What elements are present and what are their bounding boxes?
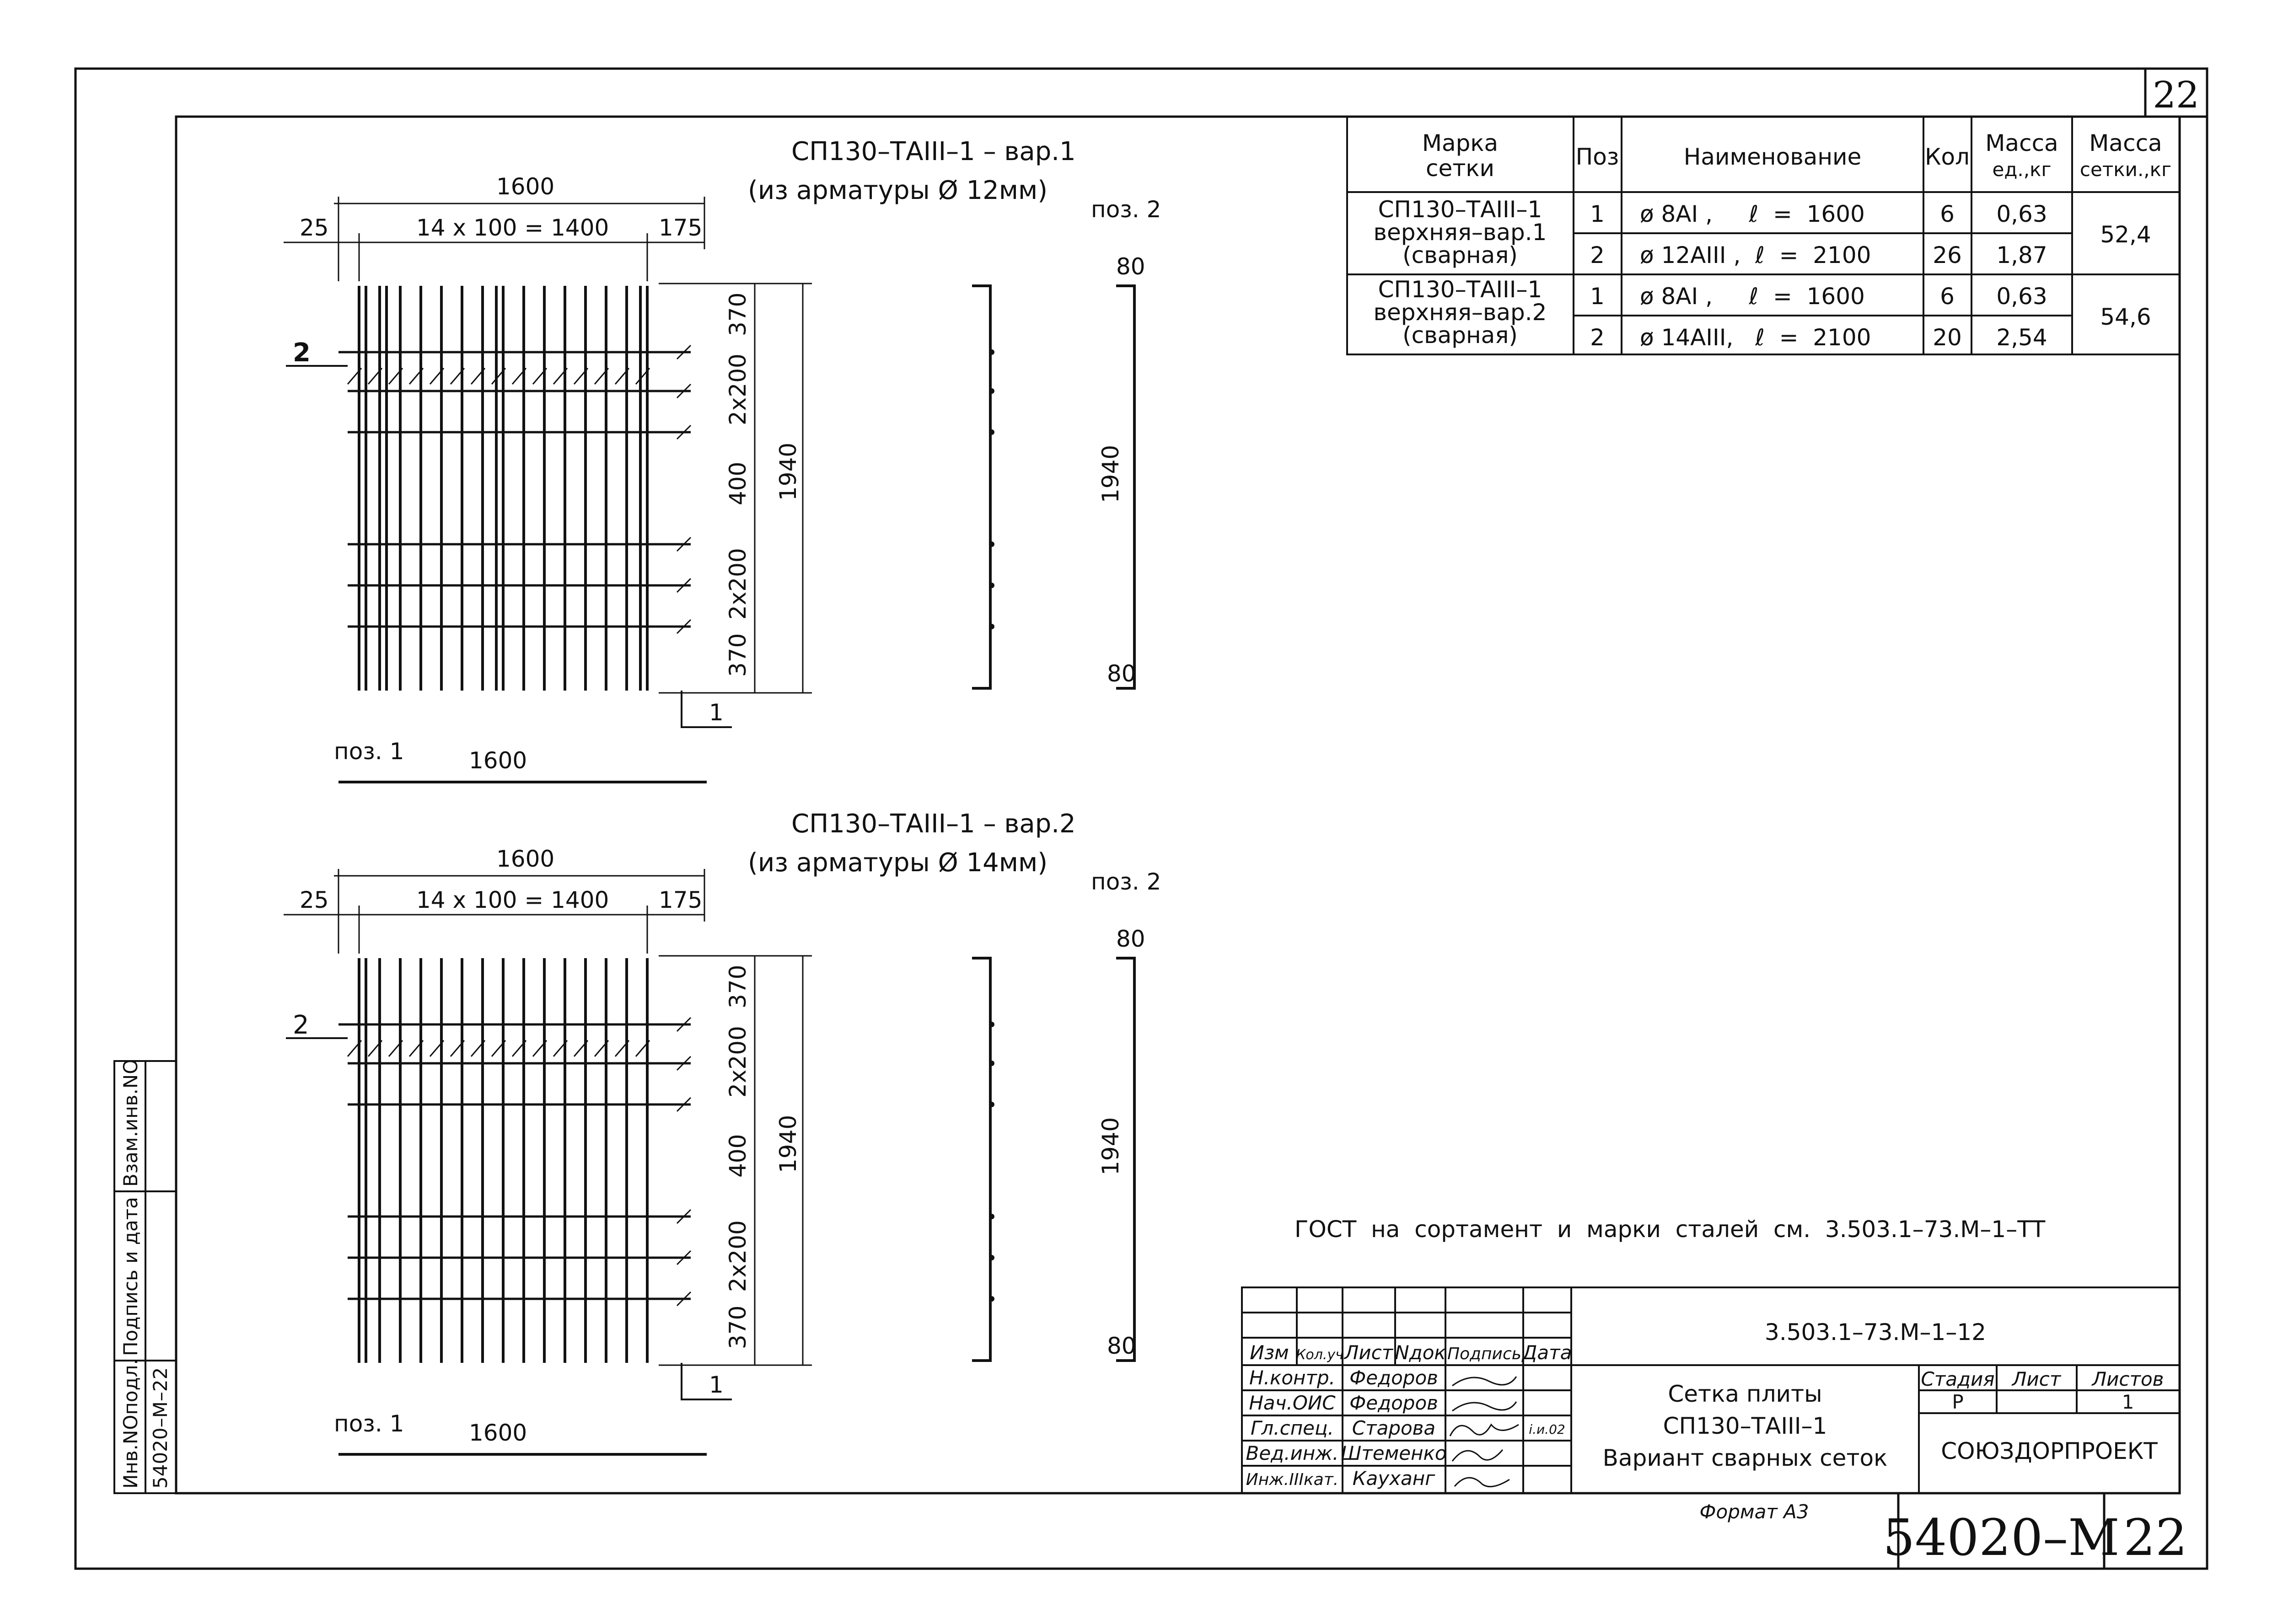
row-qty: 20 — [1933, 324, 1962, 351]
row-mass: 2,54 — [1996, 324, 2047, 351]
row-name: ø 14AIII, ℓ = 2100 — [1640, 324, 1871, 351]
dim-pitch: 14 x 100 = 1400 — [416, 887, 609, 913]
row-pos: 1 — [1590, 201, 1605, 227]
gost-note: ГОСТ на сортамент и марки сталей см. 3.503.1–73.М–1–ТТ — [1295, 1216, 2046, 1243]
dim-25: 25 — [300, 887, 329, 913]
drawing-title-line: Вариант сварных сеток — [1602, 1445, 1888, 1471]
person-role: Гл.спец. — [1251, 1417, 1334, 1439]
mesh-horizontal-bars — [338, 352, 691, 627]
dim-1600: 1600 — [496, 173, 555, 200]
sheets-value: 1 — [2122, 1391, 2134, 1413]
group-mark-line: (сварная) — [1402, 322, 1518, 348]
dim-370-top: 370 — [725, 965, 751, 1008]
row-qty: 26 — [1933, 242, 1962, 268]
row-pos: 1 — [1590, 283, 1605, 310]
page-number: 22 — [2123, 1508, 2187, 1567]
person-role: Н.контр. — [1249, 1367, 1335, 1389]
row-qty: 6 — [1940, 283, 1955, 310]
stamp-inv-label: Инв.NOподл. — [119, 1359, 142, 1489]
poz1-length: 1600 — [469, 747, 527, 774]
hdr-mass-net-2: сетки.,кг — [2079, 158, 2172, 181]
drawing-title-line: Сетка плиты — [1668, 1381, 1822, 1407]
hdr-qty: Кол — [1924, 144, 1970, 170]
drawing-title — [1603, 1381, 1888, 1471]
poz2-label: поз. 2 — [1091, 196, 1161, 223]
hdr-mark-1: Марка — [1422, 130, 1499, 156]
mesh-horizontal-bars — [338, 1024, 691, 1299]
sheet-label: Лист — [2012, 1368, 2061, 1390]
leader-1 — [682, 691, 732, 727]
group-mark-line: (сварная) — [1402, 242, 1518, 268]
hdr-mark-2: сетки — [1425, 155, 1495, 182]
row-name: ø 12AIII , ℓ = 2100 — [1640, 242, 1871, 268]
dim-1940: 1940 — [775, 1115, 801, 1173]
dim-370-top: 370 — [725, 292, 751, 336]
person-date: i.и.02 — [1529, 1422, 1565, 1437]
format-label: Формат А3 — [1699, 1501, 1809, 1523]
poz2-bar — [972, 286, 990, 688]
variant-2-drawing — [284, 809, 1161, 1454]
person-role: Инж.IIIкат. — [1246, 1470, 1339, 1489]
person-name: Федоров — [1349, 1367, 1438, 1389]
person-name: Штеменко — [1341, 1442, 1447, 1464]
poz2-top: 80 — [1116, 253, 1145, 280]
mark-2: 2 — [293, 1010, 309, 1040]
row-mass: 0,63 — [1996, 201, 2047, 227]
poz2-length: 1940 — [1097, 445, 1124, 503]
dim-175: 175 — [659, 214, 703, 241]
variant-1-subtitle: (из арматуры Ø 12мм) — [748, 176, 1048, 205]
stamp-inv-value: 54020–М–22 — [149, 1367, 172, 1489]
archive-number: 54020–М — [1883, 1508, 2120, 1567]
hdr-mass-unit-1: Масса — [1985, 130, 2058, 156]
dim-2x200-b: 2x200 — [725, 548, 751, 620]
mesh-vertical-bars — [359, 958, 647, 1363]
spec-table-headers — [1422, 130, 2171, 182]
hdr-mass-net-1: Масса — [2089, 130, 2162, 156]
person-name: Кауханг — [1352, 1467, 1435, 1490]
row-name: ø 8AI , ℓ = 1600 — [1640, 201, 1865, 227]
group-mark-line: СП130–ТАIII–1 — [1378, 196, 1542, 223]
dim-1600: 1600 — [496, 846, 555, 872]
group-mark-line: верхняя–вар.1 — [1373, 219, 1547, 246]
leader-1 — [682, 1363, 732, 1399]
dim-2x200-b: 2x200 — [725, 1220, 751, 1292]
variant-1-drawing — [284, 137, 1161, 782]
col-header: Лист — [1344, 1341, 1393, 1364]
poz1-length: 1600 — [469, 1420, 527, 1446]
dim-25: 25 — [300, 214, 329, 241]
drawing-title-line: СП130–ТАIII–1 — [1663, 1413, 1827, 1439]
col-header: Nдок — [1395, 1341, 1446, 1364]
poz2-label: поз. 2 — [1091, 868, 1161, 895]
dim-400: 400 — [725, 461, 751, 505]
person-role: Вед.инж. — [1246, 1442, 1339, 1464]
col-header: Изм — [1250, 1341, 1289, 1364]
poz2-top: 80 — [1116, 926, 1145, 952]
dim-400: 400 — [725, 1134, 751, 1178]
person-name: Федоров — [1349, 1392, 1438, 1414]
stamp-sign-label: Подпись и дата — [119, 1197, 142, 1356]
doc-code: 3.503.1–73.М–1–12 — [1765, 1319, 1986, 1345]
title-block-people — [1246, 1367, 1565, 1490]
row-mass: 0,63 — [1996, 283, 2047, 310]
dim-1940: 1940 — [775, 442, 801, 501]
stage-value: Р — [1952, 1391, 1964, 1413]
col-header: Кол.уч — [1296, 1347, 1343, 1363]
mark-2: 2 — [293, 338, 311, 368]
group-net-mass: 54,6 — [2100, 304, 2151, 330]
poz2-bot: 80 — [1107, 1333, 1136, 1359]
poz1-label: поз. 1 — [334, 1410, 404, 1437]
person-name: Старова — [1352, 1417, 1436, 1439]
group-net-mass: 52,4 — [2100, 221, 2151, 248]
poz2-bot: 80 — [1107, 660, 1136, 687]
row-pos: 2 — [1590, 324, 1605, 351]
sheets-label: Листов — [2092, 1368, 2164, 1390]
dim-175: 175 — [659, 887, 703, 913]
group-mark-line: верхняя–вар.2 — [1373, 299, 1547, 326]
col-header: Дата — [1522, 1341, 1572, 1364]
variant-2-subtitle: (из арматуры Ø 14мм) — [748, 848, 1048, 878]
poz2-length: 1940 — [1097, 1117, 1124, 1175]
col-header: Подпись — [1447, 1345, 1521, 1363]
row-name: ø 8AI , ℓ = 1600 — [1640, 283, 1865, 310]
corner-sheet-number: 22 — [2153, 74, 2199, 116]
dim-2x200-a: 2x200 — [725, 354, 751, 425]
mesh-vertical-bars — [359, 286, 647, 691]
group-mark-line: СП130–ТАIII–1 — [1378, 276, 1542, 303]
stamp-replace-label: Взам.инв.NO — [119, 1059, 142, 1187]
mark-1: 1 — [709, 1372, 724, 1398]
dim-370-bot: 370 — [725, 633, 751, 677]
poz1-label: поз. 1 — [334, 738, 404, 765]
mark-1: 1 — [709, 699, 724, 726]
hdr-name: Наименование — [1683, 144, 1862, 170]
person-role: Нач.ОИС — [1249, 1392, 1336, 1414]
signatures — [1450, 1377, 1519, 1487]
spec-group-2 — [1374, 276, 2151, 351]
hdr-pos: Поз — [1575, 144, 1619, 170]
organization: СОЮЗДОРПРОЕКТ — [1941, 1438, 2158, 1464]
dim-pitch: 14 x 100 = 1400 — [416, 214, 609, 241]
dim-2x200-a: 2x200 — [725, 1026, 751, 1098]
poz2-bar — [972, 958, 990, 1361]
variant-2-title: СП130–ТАIII–1 – вар.2 — [791, 809, 1076, 839]
variant-1-title: СП130–ТАIII–1 – вар.1 — [791, 137, 1076, 166]
row-qty: 6 — [1940, 201, 1955, 227]
hdr-mass-unit-2: ед.,кг — [1992, 158, 2052, 181]
title-block-col-headers — [1250, 1341, 1572, 1364]
dim-370-bot: 370 — [725, 1305, 751, 1349]
row-pos: 2 — [1590, 242, 1605, 268]
stage-label: Стадия — [1921, 1368, 1995, 1390]
row-mass: 1,87 — [1996, 242, 2047, 268]
